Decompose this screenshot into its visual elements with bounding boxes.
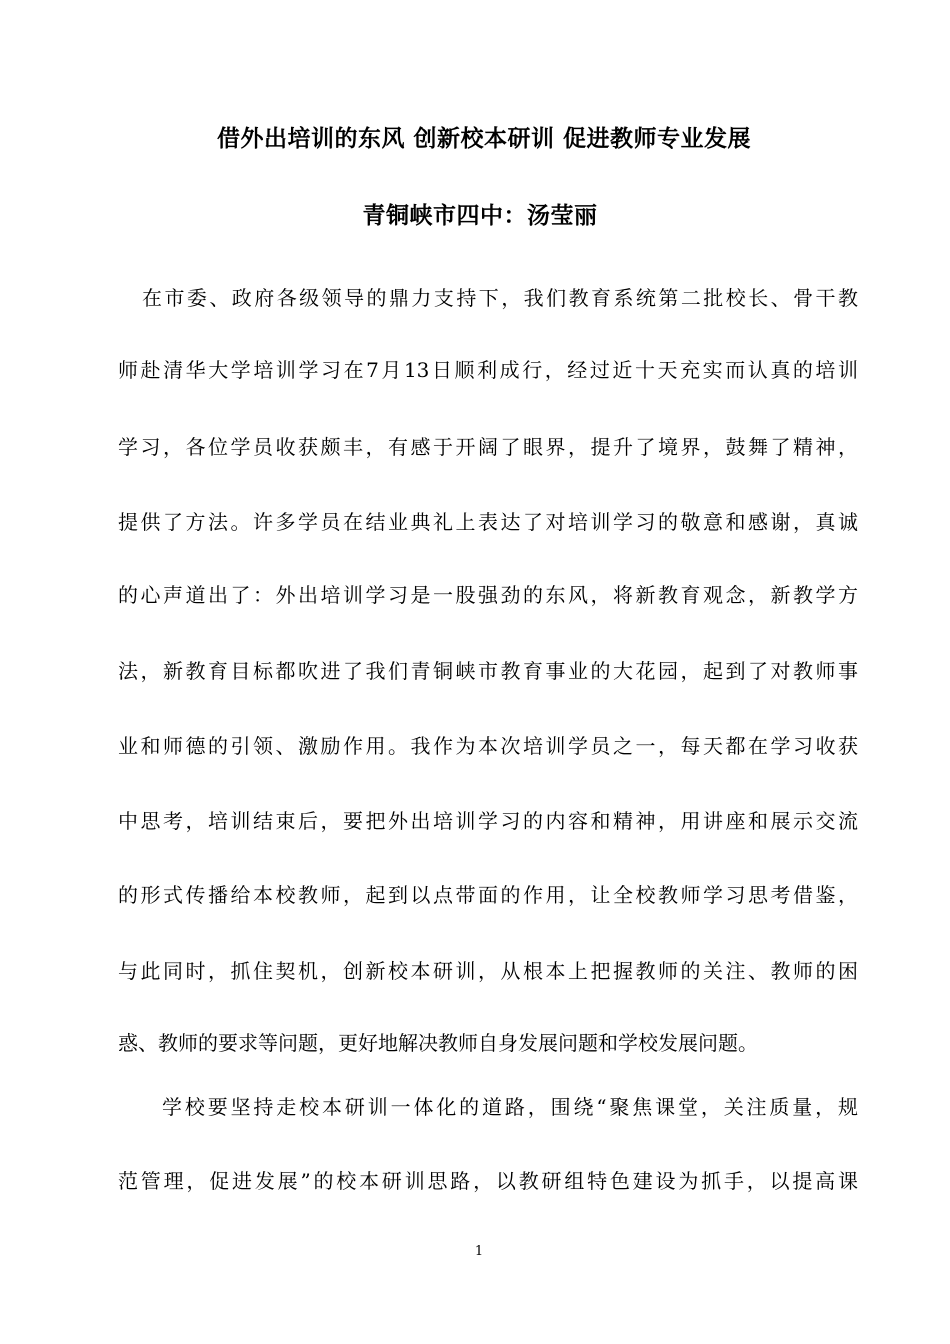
paragraph-line: 学校要坚持走校本研训一体化的道路，围绕“聚焦课堂，关注质量，规: [162, 1095, 858, 1119]
paragraph-line: 提供了方法。许多学员在结业典礼上表达了对培训学习的敬意和感谢，真诚: [118, 510, 858, 534]
paragraph-line: 学习，各位学员收获颇丰，有感于开阔了眼界，提升了境界，鼓舞了精神，: [118, 435, 858, 459]
paragraph-line: 中思考，培训结束后，要把外出培训学习的内容和精神，用讲座和展示交流: [118, 809, 858, 833]
paragraph-line: 师赴清华大学培训学习在7月13日顺利成行，经过近十天充实而认真的培训: [118, 358, 858, 382]
paragraph-line: 业和师德的引领、激励作用。我作为本次培训学员之一，每天都在学习收获: [118, 734, 858, 758]
paragraph-line: 的心声道出了：外出培训学习是一股强劲的东风，将新教育观念，新教学方: [118, 583, 858, 607]
paragraph-line: 惑、教师的要求等问题，更好地解决教师自身发展问题和学校发展问题。: [118, 1031, 758, 1055]
author-line: 青铜峡市四中：汤莹丽: [362, 202, 598, 229]
document-title: 借外出培训的东风 创新校本研训 促进教师专业发展: [216, 125, 751, 152]
paragraph-line: 的形式传播给本校教师，起到以点带面的作用，让全校教师学习思考借鉴，: [118, 883, 858, 907]
paragraph-line: 与此同时，抓住契机，创新校本研训，从根本上把握教师的关注、教师的困: [118, 959, 858, 983]
page-number: 1: [474, 1244, 484, 1259]
paragraph-line: 范管理，促进发展”的校本研训思路，以教研组特色建设为抓手，以提高课: [118, 1169, 858, 1193]
paragraph-line: 法，新教育目标都吹进了我们青铜峡市教育事业的大花园，起到了对教师事: [118, 659, 858, 683]
paragraph-line: 在市委、政府各级领导的鼎力支持下，我们教育系统第二批校长、骨干教: [142, 286, 858, 310]
